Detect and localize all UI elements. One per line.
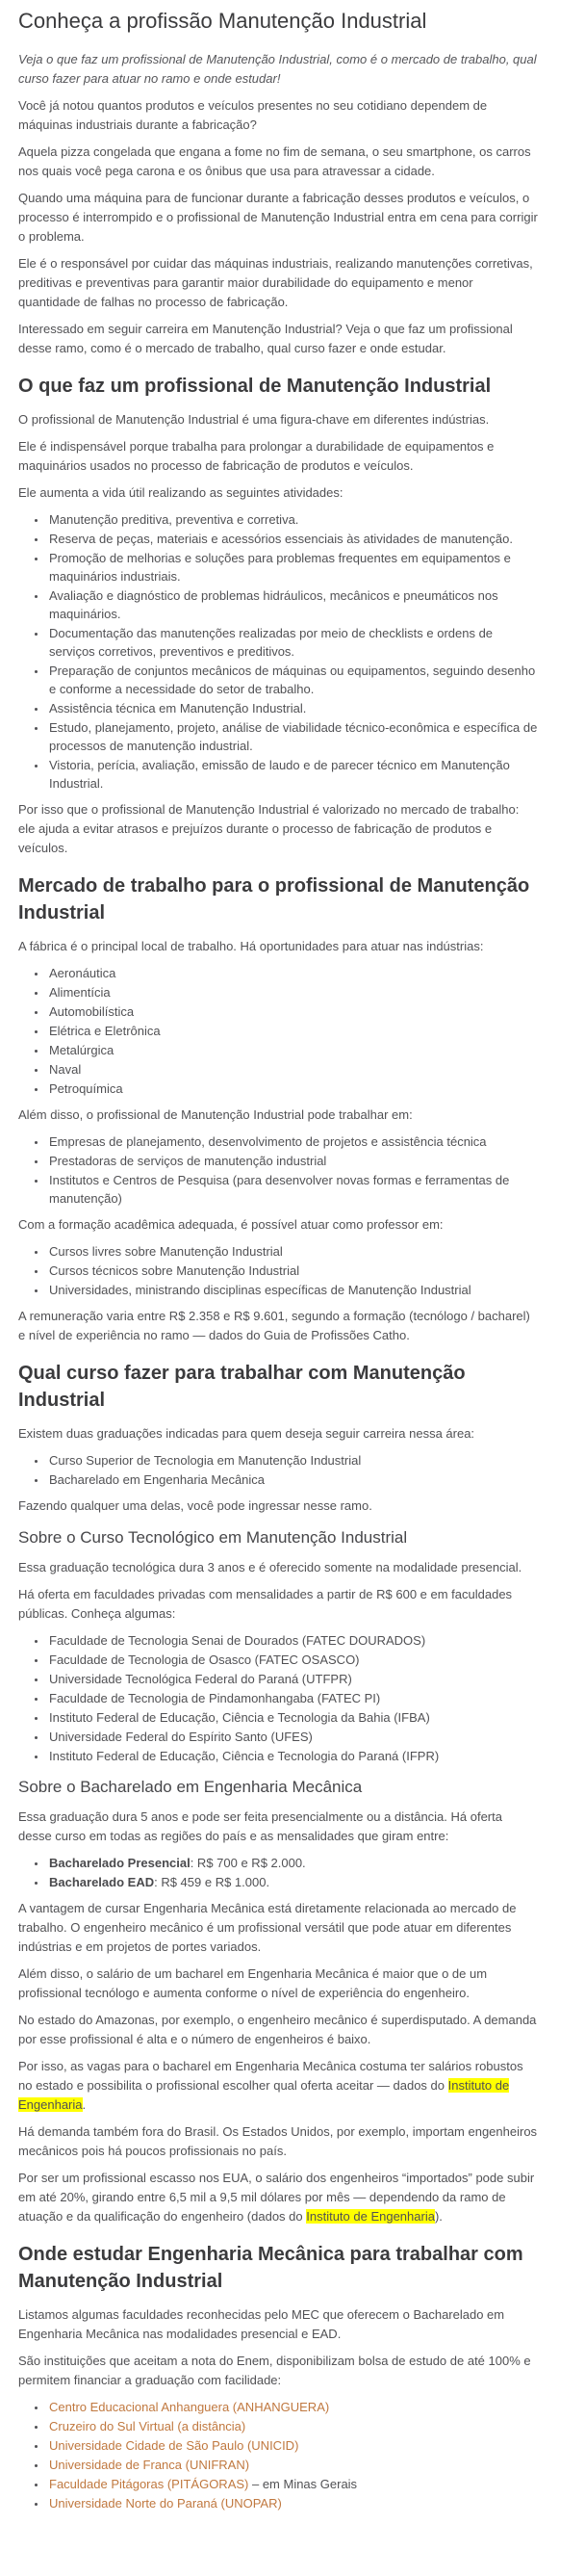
list-item: • Cursos livres sobre Manutenção Industrial xyxy=(47,1242,538,1261)
paragraph: A remuneração varia entre R$ 2.358 e R$ 9.601, segundo a formação (tecnólogo / bacharel) e nível de experiência no ramo — dados do Guia de Profissões Catho. xyxy=(18,1309,530,1342)
section-heading-market: Mercado de trabalho para o profissional de Manutenção Industrial xyxy=(18,875,530,924)
paragraph: O profissional de Manutenção Industrial é uma figura-chave em diferentes indústrias. xyxy=(18,412,490,427)
paragraph: Interessado em seguir carreira em Manutenção Industrial? Veja o que faz um profissional desse ramo, como é o mercado de trabalho, qual curso fazer e onde estudar. xyxy=(18,322,513,355)
list-item: • Documentação das manutenções realizadas por meio de checklists e ordens de serviços corretivos, preventivos e preditivos. xyxy=(47,624,538,661)
list-item: • Promoção de melhorias e soluções para problemas frequentes em equipamentos e maquinários industriais. xyxy=(47,549,538,585)
university-link[interactable]: Universidade Cidade de São Paulo (UNICID) xyxy=(49,2438,299,2453)
list-item: • Manutenção preditiva, preventiva e corretiva. xyxy=(47,510,538,529)
list-item xyxy=(47,2494,538,2512)
paragraph: A vantagem de cursar Engenharia Mecânica está diretamente relacionada ao mercado de trabalho. O engenheiro mecânico é um profissional versátil que pode atuar em diferentes indústrias e em projetos de portes variados. xyxy=(18,1901,517,1954)
paragraph: Você já notou quantos produtos e veículos presentes no seu cotidiano dependem de máquinas industriais durante a fabricação? xyxy=(18,98,488,132)
list-item: • Petroquímica xyxy=(47,1080,538,1098)
paragraph: Ele é o responsável por cuidar das máquinas industriais, realizando manutenções corretivas, preditivas e preventivas para garantir maior durabilidade do equipamento e menor quantidade de falhas no processo de fabricação. xyxy=(18,256,533,309)
section-heading-where: Onde estudar Engenharia Mecânica para trabalhar com Manutenção Industrial xyxy=(18,2244,523,2292)
industries-list xyxy=(18,964,538,1098)
subsection-heading-bachelor: Sobre o Bacharelado em Engenharia Mecânica xyxy=(18,1778,363,1796)
paragraph: Listamos algumas faculdades reconhecidas pelo MEC que oferecem o Bacharelado em Engenharia Mecânica nas modalidades presencial e EAD. xyxy=(18,2307,505,2341)
list-item: • Bacharelado em Engenharia Mecânica xyxy=(47,1470,538,1489)
colleges-list xyxy=(18,1631,538,1765)
tuition-label: Bacharelado EAD xyxy=(49,1875,155,1889)
university-link[interactable]: Centro Educacional Anhanguera (ANHANGUERA) xyxy=(49,2400,330,2414)
activities-list xyxy=(18,510,538,793)
paragraph-text: ). xyxy=(434,2209,443,2224)
subsection-heading-tech-course: Sobre o Curso Tecnológico em Manutenção Industrial xyxy=(18,1528,408,1547)
paragraph xyxy=(18,2169,538,2226)
university-link[interactable]: Cruzeiro do Sul Virtual (a distância) xyxy=(49,2419,246,2433)
paragraph-text: Por ser um profissional escasso nos EUA, o salário dos engenheiros “importados” pode subir em até 20%, girando entre 6,5 mil a 9,5 mil dólares por mês — dependendo da ramo de atuação e da qualificação do engenheiro (dados do xyxy=(18,2171,535,2224)
paragraph-text: Por isso, as vagas para o bacharel em Engenharia Mecânica costuma ter salários robustos no estado e possibilita o profissional escolher qual oferta aceitar — dados do xyxy=(18,2059,523,2093)
paragraph: Além disso, o salário de um bacharel em Engenharia Mecânica é maior que o de um profissional tecnólogo e aumenta conforme o nível de experiência do engenheiro. xyxy=(18,1966,488,2000)
list-item: • Instituto Federal de Educação, Ciência e Tecnologia do Paraná (IFPR) xyxy=(47,1747,538,1765)
paragraph: Há demanda também fora do Brasil. Os Estados Unidos, por exemplo, importam engenheiros mecânicos pois há poucos profissionais no país. xyxy=(18,2124,538,2158)
list-item xyxy=(47,2417,538,2435)
paragraph: Além disso, o profissional de Manutenção Industrial pode trabalhar em: xyxy=(18,1107,413,1122)
list-item xyxy=(47,2398,538,2416)
tuition-value: : R$ 700 e R$ 2.000. xyxy=(190,1856,306,1870)
workplaces-list xyxy=(18,1132,538,1208)
list-item: • Metalúrgica xyxy=(47,1041,538,1059)
paragraph: A fábrica é o principal local de trabalho. Há oportunidades para atuar nas indústrias: xyxy=(18,939,484,953)
list-item: • Alimentícia xyxy=(47,983,538,1002)
list-item: • Cursos técnicos sobre Manutenção Industrial xyxy=(47,1262,538,1280)
list-item: • Instituto Federal de Educação, Ciência e Tecnologia da Bahia (IFBA) xyxy=(47,1708,538,1727)
list-item xyxy=(47,2475,538,2493)
paragraph: Quando uma máquina para de funcionar durante a fabricação desses produtos e veículos, o processo é interrompido e o profissional de Manutenção Industrial entra em cena para corrigir o problema. xyxy=(18,191,538,244)
university-link[interactable]: Universidade de Franca (UNIFRAN) xyxy=(49,2458,250,2472)
list-item xyxy=(47,2456,538,2474)
article-lede: Veja o que faz um profissional de Manutenção Industrial, como é o mercado de trabalho, qual curso fazer para atuar no ramo e onde estudar! xyxy=(18,52,537,86)
section-heading-what-does: O que faz um profissional de Manutenção Industrial xyxy=(18,376,492,397)
universities-list xyxy=(18,2398,538,2512)
highlighted-text: Instituto de Engenharia xyxy=(18,2078,510,2112)
paragraph: Com a formação acadêmica adequada, é possível atuar como professor em: xyxy=(18,1217,444,1232)
list-item: • Faculdade de Tecnologia Senai de Dourados (FATEC DOURADOS) xyxy=(47,1631,538,1650)
list-item: • Faculdade de Tecnologia de Osasco (FATEC OSASCO) xyxy=(47,1651,538,1669)
list-item: • Preparação de conjuntos mecânicos de máquinas ou equipamentos, seguindo desenho e conforme a necessidade do setor de trabalho. xyxy=(47,662,538,698)
university-link[interactable]: Faculdade Pitágoras (PITÁGORAS) xyxy=(49,2477,249,2491)
paragraph xyxy=(18,2057,538,2115)
university-link[interactable]: Universidade Norte do Paraná (UNOPAR) xyxy=(49,2496,282,2511)
paragraph: São instituições que aceitam a nota do Enem, disponibilizam bolsa de estudo de até 100% e permitem financiar a graduação com facilidade: xyxy=(18,2354,531,2387)
list-item: • Avaliação e diagnóstico de problemas hidráulicos, mecânicos e pneumáticos nos maquinários. xyxy=(47,586,538,623)
list-item: • Universidade Tecnológica Federal do Paraná (UTFPR) xyxy=(47,1670,538,1688)
degrees-list xyxy=(18,1451,538,1489)
paragraph-text: . xyxy=(82,2097,87,2112)
list-item: • Institutos e Centros de Pesquisa (para desenvolver novas formas e ferramentas de manutenção) xyxy=(47,1171,538,1208)
list-item: • Elétrica e Eletrônica xyxy=(47,1022,538,1040)
highlighted-text: Instituto de Engenharia xyxy=(306,2209,435,2224)
page-title: Conheça a profissão Manutenção Industrial xyxy=(18,9,427,33)
list-item: • Faculdade de Tecnologia de Pindamonhangaba (FATEC PI) xyxy=(47,1689,538,1707)
tuition-label: Bacharelado Presencial xyxy=(49,1856,191,1870)
teaching-list xyxy=(18,1242,538,1299)
list-item: • Naval xyxy=(47,1060,538,1079)
list-item xyxy=(47,1854,538,1872)
list-item: • Aeronáutica xyxy=(47,964,538,982)
paragraph: Essa graduação dura 5 anos e pode ser feita presencialmente ou a distância. Há oferta desse curso em todas as regiões do país e as mensalidades que giram entre: xyxy=(18,1809,502,1843)
paragraph: Existem duas graduações indicadas para quem deseja seguir carreira nessa área: xyxy=(18,1426,475,1441)
list-item xyxy=(47,2436,538,2455)
paragraph: Essa graduação tecnológica dura 3 anos e é oferecido somente na modalidade presencial. xyxy=(18,1560,522,1574)
list-item: • Prestadoras de serviços de manutenção industrial xyxy=(47,1152,538,1170)
paragraph: Aquela pizza congelada que engana a fome no fim de semana, o seu smartphone, os carros nos quais você pega carona e os ônibus que usa para atravessar a cidade. xyxy=(18,144,531,178)
paragraph: No estado do Amazonas, por exemplo, o engenheiro mecânico é superdisputado. A demanda por esse profissional é alta e o número de engenheiros é baixo. xyxy=(18,2013,537,2046)
paragraph: Fazendo qualquer uma delas, você pode ingressar nesse ramo. xyxy=(18,1498,372,1513)
paragraph: Ele é indispensável porque trabalha para prolongar a durabilidade de equipamentos e maquinários usados no processo de fabricação de produtos e veículos. xyxy=(18,439,495,473)
list-item xyxy=(47,1873,538,1891)
list-item-suffix: – em Minas Gerais xyxy=(248,2477,358,2491)
paragraph: Há oferta em faculdades privadas com mensalidades a partir de R$ 600 e em faculdades públicas. Conheça algumas: xyxy=(18,1587,513,1621)
section-heading-course: Qual curso fazer para trabalhar com Manutenção Industrial xyxy=(18,1363,466,1411)
tuition-value: : R$ 459 e R$ 1.000. xyxy=(154,1875,270,1889)
list-item: • Empresas de planejamento, desenvolvimento de projetos e assistência técnica xyxy=(47,1132,538,1151)
list-item: • Automobilística xyxy=(47,1002,538,1021)
list-item: • Universidades, ministrando disciplinas específicas de Manutenção Industrial xyxy=(47,1281,538,1299)
list-item: • Universidade Federal do Espírito Santo (UFES) xyxy=(47,1728,538,1746)
paragraph: Ele aumenta a vida útil realizando as seguintes atividades: xyxy=(18,485,343,500)
list-item: • Assistência técnica em Manutenção Industrial. xyxy=(47,699,538,717)
list-item: • Estudo, planejamento, projeto, análise de viabilidade técnico-econômica e específica de processos de manutenção industrial. xyxy=(47,718,538,755)
list-item: • Vistoria, perícia, avaliação, emissão de laudo e de parecer técnico em Manutenção Industrial. xyxy=(47,756,538,793)
list-item: • Reserva de peças, materiais e acessórios essenciais às atividades de manutenção. xyxy=(47,530,538,548)
tuition-list xyxy=(18,1854,538,1891)
list-item: • Curso Superior de Tecnologia em Manutenção Industrial xyxy=(47,1451,538,1470)
intro-paragraphs xyxy=(18,96,538,358)
paragraph: Por isso que o profissional de Manutenção Industrial é valorizado no mercado de trabalho: ele ajuda a evitar atrasos e prejuízos durante o processo de fabricação de produtos e veículos. xyxy=(18,802,520,855)
